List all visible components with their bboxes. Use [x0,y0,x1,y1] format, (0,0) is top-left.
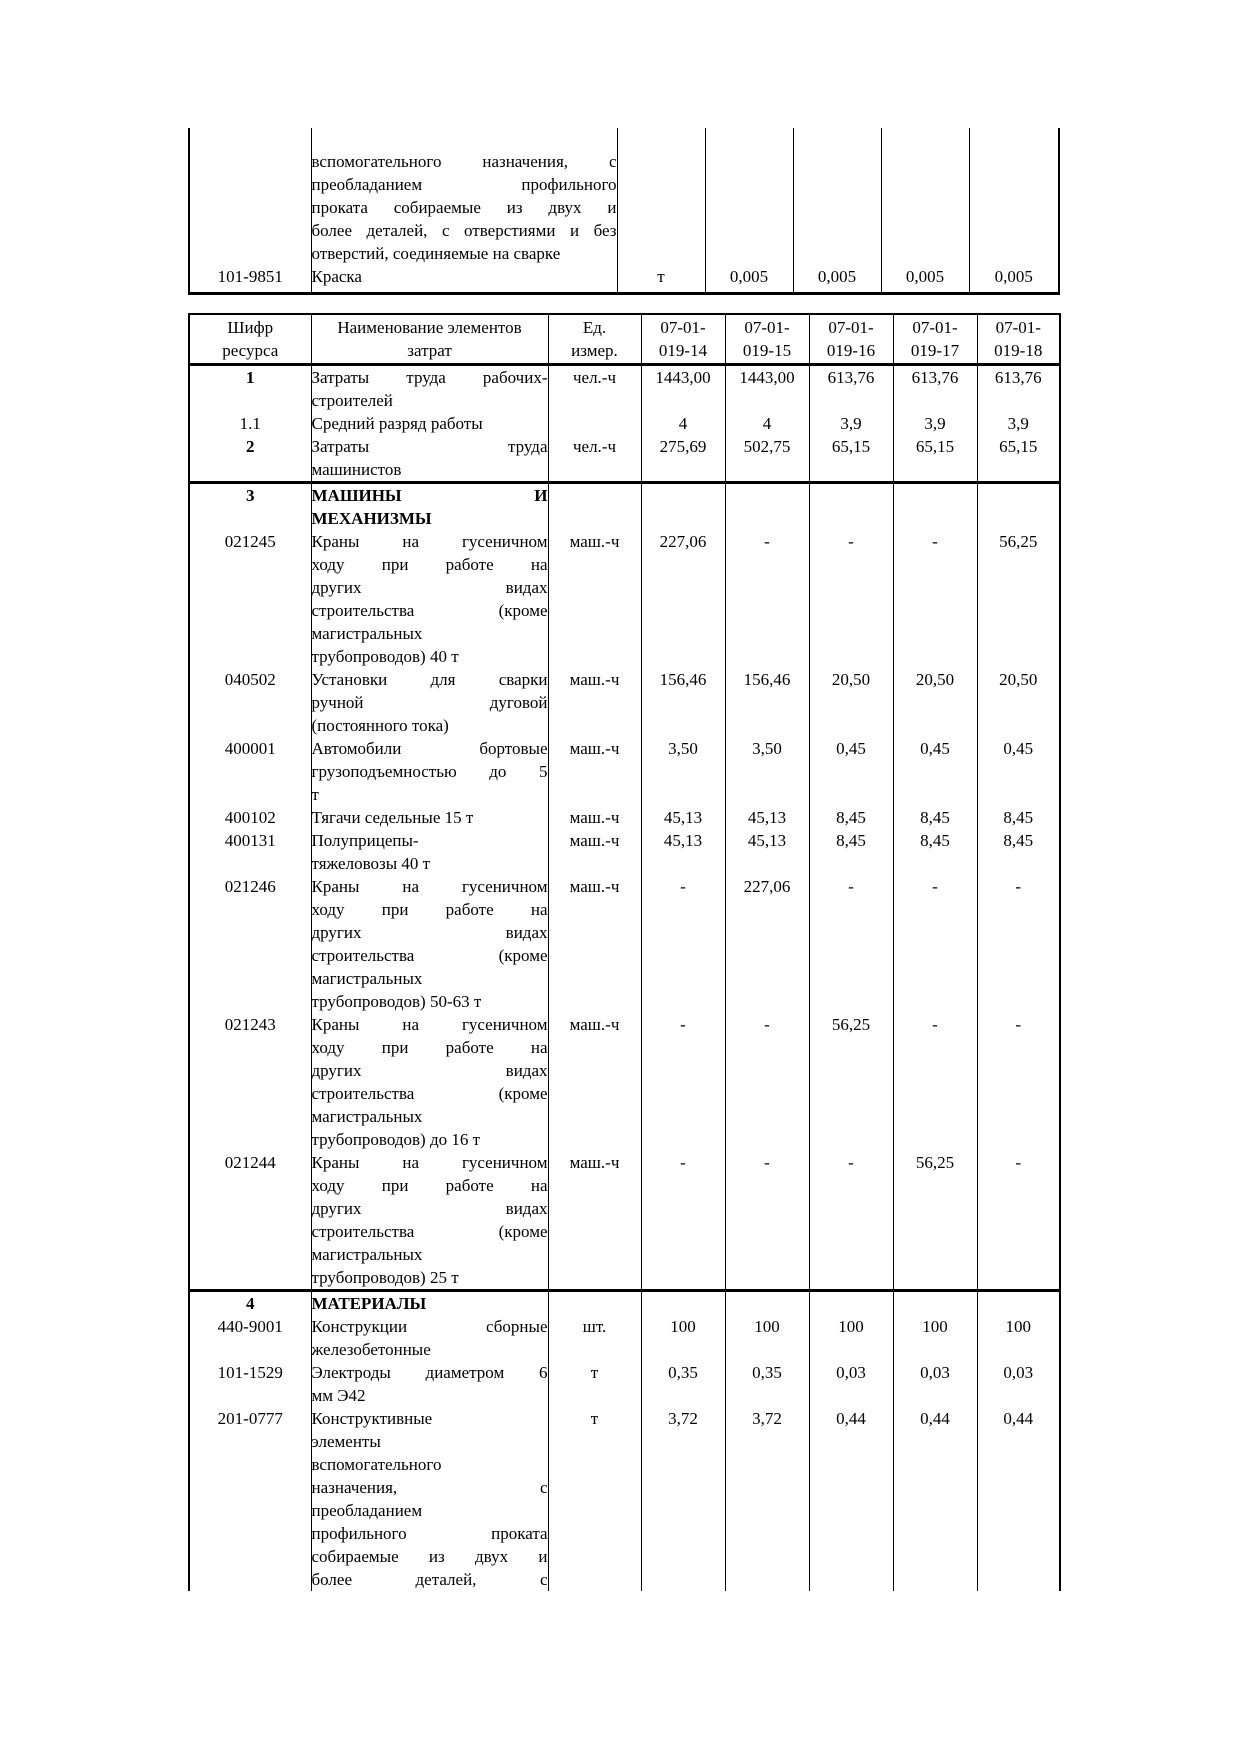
header-norm-code-line: 07-01- [660,318,706,337]
resource-code-cell: 021246 [189,875,311,1013]
header-cost-elements-line: затрат [407,341,452,360]
name-line: Краны на гусеничном [311,877,548,896]
value-cell: - [977,1013,1060,1151]
name-line: других видах [311,1199,548,1218]
value-cell: 227,06 [725,875,809,1013]
name-line: вспомогательного [311,1455,442,1474]
value-cell: 0,03 [893,1361,977,1407]
unit-cell: маш.-ч [548,806,641,829]
cost-element-name-cell [311,1291,548,1316]
value-cell: - [725,1151,809,1291]
value-cell: - [641,1013,725,1151]
value-cell: 156,46 [641,668,725,737]
name-line: трубопроводов) 40 т [311,647,459,666]
table-row [189,1315,1060,1361]
value-cell: 8,45 [893,806,977,829]
cost-element-name-cell [311,829,548,875]
value-cell [977,1291,1060,1316]
name-line: Конструкции сборные [311,1317,548,1336]
name-line: грузоподъемностью до 5 [311,762,548,781]
cost-element-name-cell [311,1361,548,1407]
header-norm-code [641,314,725,365]
value-cell: - [893,530,977,668]
name-line: Затраты труда [311,437,548,456]
value-cell [725,483,809,531]
name-line: строительства (кроме [311,1084,548,1103]
value-cell: 0,35 [641,1361,725,1407]
value-cell: 0,005 [881,265,969,294]
name-line: МАТЕРИАЛЫ [311,1294,427,1313]
unit-cell [548,412,641,435]
header-norm-code [893,314,977,365]
unit-cell: маш.-ч [548,737,641,806]
cost-element-name-cell [311,412,548,435]
unit-cell [548,1291,641,1316]
unit-cell: т [548,1361,641,1407]
value-cell: 227,06 [641,530,725,668]
table-row [189,265,1059,294]
value-cell: 56,25 [977,530,1060,668]
name-line: магистральных [311,624,423,643]
resource-code-cell: 400131 [189,829,311,875]
header-resource-code-line: Шифр [227,318,274,337]
cost-element-name-cell [311,128,617,265]
name-line: магистральных [311,1245,423,1264]
name-line: магистральных [311,1107,423,1126]
header-unit [548,314,641,365]
value-cell: 3,9 [809,412,893,435]
value-cell [725,1291,809,1316]
unit-cell: маш.-ч [548,1151,641,1291]
name-line: проката собираемые из двух и [311,198,617,217]
value-cell [893,1291,977,1316]
value-cell: 100 [641,1315,725,1361]
resource-code-cell: 4 [189,1291,311,1316]
resource-code-cell [189,128,311,265]
table-row [189,737,1060,806]
name-line: мм Э42 [311,1386,366,1405]
value-cell: 100 [809,1315,893,1361]
name-line: Установки для сварки [311,670,548,689]
name-line: ходу при работе на [311,900,548,919]
table-row [189,483,1060,531]
header-norm-code-line: 019-16 [826,341,876,360]
value-cell: 8,45 [893,829,977,875]
value-cell: 45,13 [725,829,809,875]
value-cell: 3,72 [725,1407,809,1591]
resource-code-cell: 021243 [189,1013,311,1151]
value-cell [881,128,969,265]
value-cell: - [725,530,809,668]
table-row [189,128,1059,265]
header-resource-code [189,314,311,365]
name-line: т [311,785,319,804]
cost-element-name-cell [311,1407,548,1591]
name-line: тяжеловозы 40 т [311,854,431,873]
materials-continuation-table [188,128,1060,295]
name-line: Краны на гусеничном [311,1015,548,1034]
name-line: Краны на гусеничном [311,1153,548,1172]
value-cell [705,128,793,265]
value-cell: 0,44 [809,1407,893,1591]
table-row [189,1151,1060,1291]
value-cell [809,1291,893,1316]
value-cell: 0,44 [893,1407,977,1591]
table-row [189,530,1060,668]
name-line: Краска [311,267,362,286]
value-cell [793,128,881,265]
value-cell: 65,15 [977,435,1060,483]
value-cell: - [977,1151,1060,1291]
value-cell: 3,72 [641,1407,725,1591]
value-cell [641,1291,725,1316]
name-line: МЕХАНИЗМЫ [311,509,432,528]
name-line: Краны на гусеничном [311,532,548,551]
unit-cell: маш.-ч [548,668,641,737]
value-cell: 1443,00 [641,365,725,413]
value-cell: - [977,875,1060,1013]
name-line: элементы [311,1432,381,1451]
value-cell [893,483,977,531]
unit-cell: маш.-ч [548,875,641,1013]
name-line: отверстий, соединяемые на сварке [311,244,561,263]
header-norm-code [977,314,1060,365]
value-cell: 8,45 [809,829,893,875]
value-cell: - [809,530,893,668]
header-row [189,314,1060,365]
value-cell: 8,45 [809,806,893,829]
value-cell: 100 [893,1315,977,1361]
value-cell: 3,9 [893,412,977,435]
name-line: машинистов [311,460,402,479]
cost-element-name-cell [311,530,548,668]
name-line: Электроды диаметром 6 [311,1363,548,1382]
value-cell [809,483,893,531]
unit-cell: т [548,1407,641,1591]
name-line: трубопроводов) 50-63 т [311,992,482,1011]
value-cell: 0,35 [725,1361,809,1407]
name-line: МАШИНЫ И [311,486,548,505]
cost-element-name-cell [311,806,548,829]
value-cell: - [809,875,893,1013]
table-row [189,412,1060,435]
cost-element-name-cell [311,1013,548,1151]
resource-code-cell: 021244 [189,1151,311,1291]
unit-cell: маш.-ч [548,829,641,875]
resource-code-cell: 400001 [189,737,311,806]
header-norm-code-line: 07-01- [995,318,1041,337]
header-norm-code-line: 019-14 [658,341,708,360]
value-cell: 56,25 [893,1151,977,1291]
name-line: Автомобили бортовые [311,739,548,758]
resource-code-cell: 3 [189,483,311,531]
resource-code-cell: 1 [189,365,311,413]
value-cell: 502,75 [725,435,809,483]
name-line: трубопроводов) 25 т [311,1268,459,1287]
name-line: Полуприцепы- [311,831,419,850]
cost-element-name-cell [311,483,548,531]
table-row [189,435,1060,483]
value-cell: 0,45 [893,737,977,806]
value-cell: 45,13 [641,806,725,829]
value-cell: 0,45 [809,737,893,806]
cost-element-name-cell [311,435,548,483]
table-row [189,1013,1060,1151]
unit-cell: шт. [548,1315,641,1361]
unit-cell: чел.-ч [548,365,641,413]
name-line: других видах [311,578,548,597]
name-line: (постоянного тока) [311,716,449,735]
table-row [189,829,1060,875]
name-line: преобладанием [311,1501,423,1520]
name-line: назначения, с [311,1478,548,1497]
value-cell: 65,15 [809,435,893,483]
resource-code-cell: 201-0777 [189,1407,311,1591]
unit-cell: т [617,265,705,294]
resource-code-cell: 101-1529 [189,1361,311,1407]
header-norm-code-line: 07-01- [744,318,790,337]
value-cell: 45,13 [641,829,725,875]
value-cell: 3,50 [725,737,809,806]
resource-code-cell: 1.1 [189,412,311,435]
cost-element-name-cell [311,668,548,737]
header-cost-elements [311,314,548,365]
value-cell: 0,005 [969,265,1059,294]
resource-code-cell: 440-9001 [189,1315,311,1361]
value-cell: 3,50 [641,737,725,806]
name-line: ходу при работе на [311,555,548,574]
cost-element-name-cell [311,1315,548,1361]
name-line: строительства (кроме [311,1222,548,1241]
name-line: профильного проката [311,1524,548,1543]
value-cell: 20,50 [893,668,977,737]
name-line: Затраты труда рабочих- [311,368,548,387]
name-line: строителей [311,391,393,410]
value-cell: 56,25 [809,1013,893,1151]
unit-cell: чел.-ч [548,435,641,483]
header-unit-line: измер. [571,341,618,360]
header-norm-code-line: 07-01- [828,318,874,337]
cost-element-name-cell [311,265,617,294]
value-cell: 45,13 [725,806,809,829]
value-cell: 8,45 [977,829,1060,875]
name-line: ручной дуговой [311,693,548,712]
value-cell: 0,44 [977,1407,1060,1591]
value-cell: 3,9 [977,412,1060,435]
table-row [189,875,1060,1013]
unit-cell [548,483,641,531]
value-cell: 613,76 [809,365,893,413]
name-line: других видах [311,923,548,942]
value-cell: - [641,875,725,1013]
cost-element-name-cell [311,737,548,806]
value-cell: 65,15 [893,435,977,483]
unit-cell: маш.-ч [548,1013,641,1151]
header-norm-code-line: 019-18 [994,341,1043,360]
header-resource-code-line: ресурса [222,341,279,360]
value-cell: 0,03 [977,1361,1060,1407]
header-unit-line: Ед. [582,318,607,337]
name-line: других видах [311,1061,548,1080]
name-line: собираемые из двух и [311,1547,548,1566]
value-cell: 613,76 [893,365,977,413]
resource-code-cell: 021245 [189,530,311,668]
name-line: Средний разряд работы [311,414,483,433]
value-cell: 275,69 [641,435,725,483]
table-row [189,365,1060,413]
resource-code-cell: 040502 [189,668,311,737]
value-cell: 20,50 [977,668,1060,737]
value-cell: - [641,1151,725,1291]
name-line: строительства (кроме [311,946,548,965]
resource-code-cell: 400102 [189,806,311,829]
value-cell: 4 [641,412,725,435]
cost-element-name-cell [311,365,548,413]
name-line: Тягачи седельные 15 т [311,808,474,827]
name-line: Конструктивные [311,1409,433,1428]
value-cell: 0,005 [793,265,881,294]
value-cell: 156,46 [725,668,809,737]
cost-element-name-cell [311,875,548,1013]
value-cell: 613,76 [977,365,1060,413]
resource-cost-table [188,313,1061,1591]
name-line: преобладанием профильного [311,175,617,194]
name-line: строительства (кроме [311,601,548,620]
table-row [189,806,1060,829]
name-line: магистральных [311,969,423,988]
table-row [189,668,1060,737]
value-cell: - [893,875,977,1013]
value-cell [969,128,1059,265]
name-line: железобетонные [311,1340,431,1359]
value-cell: - [809,1151,893,1291]
header-norm-code-line: 019-15 [742,341,792,360]
value-cell: - [893,1013,977,1151]
name-line: более деталей, с [311,1570,548,1589]
value-cell: 8,45 [977,806,1060,829]
value-cell: 0,03 [809,1361,893,1407]
header-cost-elements-line: Наименование элементов [337,318,522,337]
value-cell [641,483,725,531]
name-line: более деталей, с отверстиями и без [311,221,617,240]
value-cell [977,483,1060,531]
header-norm-code-line: 07-01- [912,318,958,337]
resource-code-cell: 101-9851 [189,265,311,294]
value-cell: 0,005 [705,265,793,294]
value-cell: 100 [725,1315,809,1361]
value-cell: 0,45 [977,737,1060,806]
name-line: вспомогательного назначения, с [311,152,617,171]
name-line: ходу при работе на [311,1038,548,1057]
value-cell: - [725,1013,809,1151]
header-norm-code [725,314,809,365]
value-cell: 1443,00 [725,365,809,413]
unit-cell [617,128,705,265]
value-cell: 100 [977,1315,1060,1361]
table-row [189,1407,1060,1591]
name-line: трубопроводов) до 16 т [311,1130,481,1149]
name-line: ходу при работе на [311,1176,548,1195]
header-norm-code-line: 019-17 [910,341,960,360]
value-cell: 20,50 [809,668,893,737]
table-row [189,1361,1060,1407]
unit-cell: маш.-ч [548,530,641,668]
value-cell: 4 [725,412,809,435]
cost-element-name-cell [311,1151,548,1291]
resource-code-cell: 2 [189,435,311,483]
table-row [189,1291,1060,1316]
header-norm-code [809,314,893,365]
